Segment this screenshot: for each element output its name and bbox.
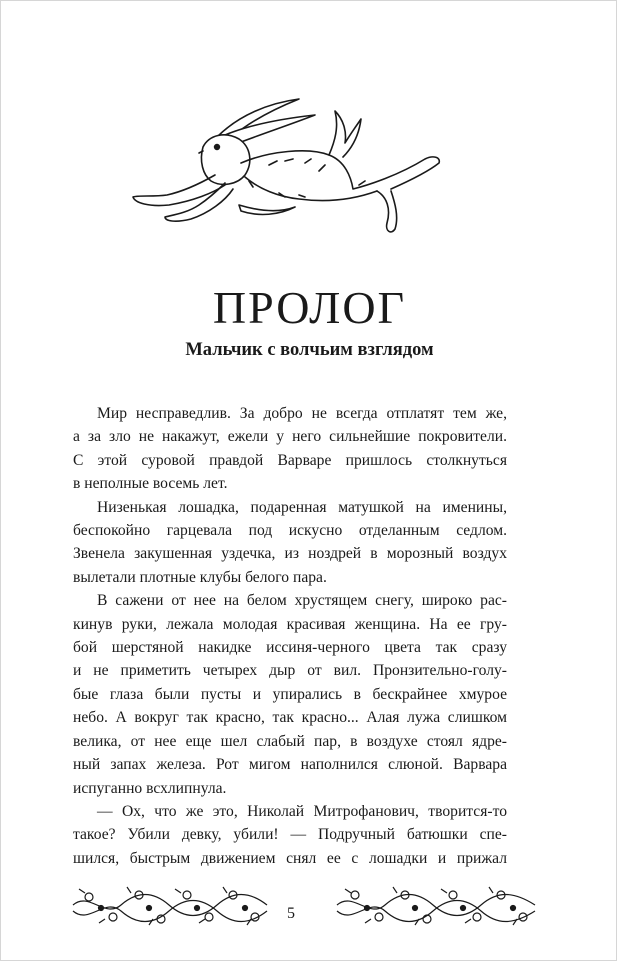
text-line: шился, быстрым движением снял ее с лошадки и прижал	[73, 849, 507, 867]
text-line: Звенела закушенная уздечка, из ноздрей в морозный воздух	[73, 545, 507, 563]
text-line: В сажени от нее на белом хрустящем снегу, широко рас-	[97, 592, 507, 610]
text-line: — Ох, что же это, Николай Митрофанович, творится-то	[97, 802, 507, 820]
text-line: а за зло не накажут, ежели у него сильнейшие покровители.	[73, 428, 507, 446]
text-line: бые глаза были пусты и упирались в бескрайнее хмурое	[73, 685, 507, 703]
paragraph	[73, 800, 507, 870]
floral-ornament-icon	[333, 881, 539, 929]
text-line: и не приметить четырех дыр от вил. Пронзительно-голу-	[73, 662, 507, 680]
page-number: 5	[287, 905, 295, 922]
running-hare-icon	[129, 85, 447, 237]
paragraph	[73, 402, 507, 496]
page-footer	[1, 881, 617, 931]
body-text	[73, 402, 507, 870]
text-line: Низенькая лошадка, подаренная матушкой на именины,	[97, 498, 507, 516]
text-line: беспокойно гарцевала под искусно отделанным седлом.	[73, 522, 507, 540]
paragraph	[73, 496, 507, 590]
text-line: небо. А вокруг так красно, так красно... Алая лужа слишком	[73, 709, 507, 727]
text-line: бой шерстяной накидке иссиня-черного цвета так сразу	[73, 639, 507, 657]
text-line: кинув руки, лежала молодая красивая женщина. На ее гру-	[73, 615, 507, 633]
chapter-title: ПРОЛОГ	[212, 282, 407, 333]
text-line: С этой суровой правдой Варваре пришлось столкнуться	[73, 451, 507, 469]
text-line: испуганно всхлипнула.	[73, 779, 227, 797]
text-line: Мир несправедлив. За добро не всегда отплатят тем же,	[97, 405, 507, 422]
text-line: в неполные восемь лет.	[73, 475, 228, 493]
paragraph	[73, 589, 507, 800]
text-line: вылетали плотные клубы белого пара.	[73, 568, 327, 586]
text-line: такое? Убили девку, убили! — Подручный батюшки спе-	[73, 826, 507, 844]
floral-ornament-icon	[69, 881, 271, 929]
text-line: велика, от нее еще шел слабый пар, в воздухе стоял ядре-	[73, 732, 507, 750]
text-line: ный запах железа. Рот мигом наполнился слюной. Варвара	[73, 756, 507, 774]
chapter-subtitle: Мальчик с волчьим взглядом	[185, 340, 434, 360]
